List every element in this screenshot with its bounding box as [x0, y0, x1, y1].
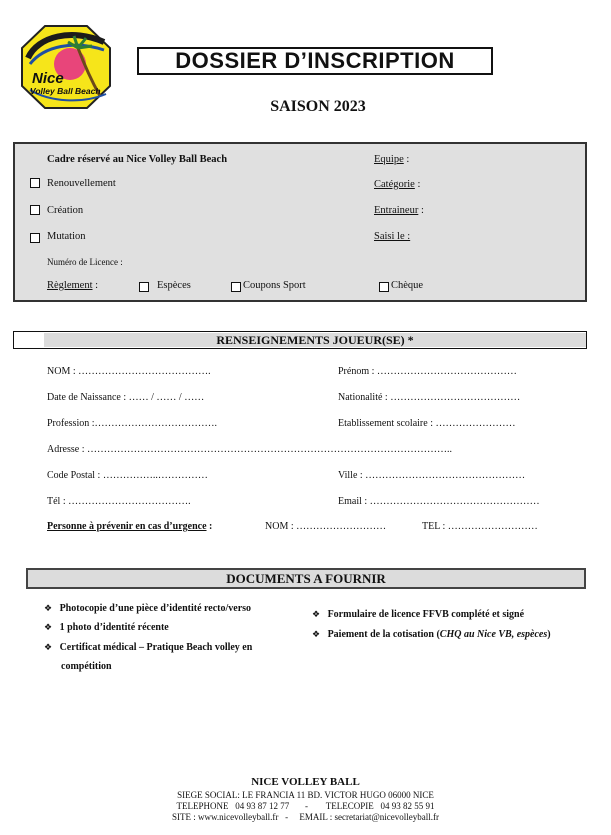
cash-label: Espèces — [157, 280, 191, 291]
coach-field[interactable] — [374, 205, 424, 216]
payment-field — [47, 280, 98, 291]
mutation-checkbox[interactable] — [30, 233, 40, 243]
emergency-tel-field[interactable]: TEL : ……………………… — [422, 521, 538, 532]
emergency-nom-field[interactable]: NOM : ……………………… — [265, 521, 387, 532]
doc-item-text: Formulaire de licence FFVB complété et signé — [327, 609, 525, 620]
logo-text-nice: Nice — [32, 70, 64, 87]
creation-checkbox[interactable] — [30, 205, 40, 215]
email-field[interactable]: Email : …………………………………………… — [338, 496, 540, 507]
doc-item-photo — [44, 622, 169, 633]
profession-field[interactable]: Profession :………………………………. — [47, 418, 217, 429]
sport-coupons-label: Coupons Sport — [243, 280, 306, 291]
nom-field[interactable]: NOM : …………………………………. — [47, 366, 211, 377]
player-section-title: RENSEIGNEMENTS JOUEUR(SE) * — [216, 333, 414, 347]
nationality-field[interactable]: Nationalité : ………………………………… — [338, 392, 521, 403]
category-label: Catégorie — [374, 179, 415, 190]
licence-number-label: Numéro de Licence : — [47, 257, 123, 267]
cheque-checkbox[interactable] — [379, 282, 389, 292]
coach-colon: : — [420, 205, 424, 216]
cheque-label: Chèque — [391, 280, 424, 291]
diamond-bullet-icon: ❖ — [44, 603, 53, 613]
diamond-bullet-icon: ❖ — [312, 609, 321, 619]
coach-label: Entraineur — [374, 205, 419, 216]
phone-field[interactable]: Tél : ………………………………. — [47, 496, 191, 507]
emergency-colon: : — [209, 521, 213, 532]
entered-date-label: Saisi le : — [374, 231, 411, 242]
emergency-contact-label — [47, 521, 212, 532]
doc-item-id-copy — [44, 603, 251, 614]
doc-item-medical-cont: compétition — [61, 661, 112, 672]
doc-payment-methods: CHQ au Nice VB, espèces — [439, 629, 548, 640]
category-colon: : — [417, 179, 421, 190]
cash-checkbox[interactable] — [139, 282, 149, 292]
doc-payment-prefix: Paiement de la cotisation ( — [327, 629, 440, 640]
diamond-bullet-icon: ❖ — [44, 642, 53, 652]
footer-address: SIEGE SOCIAL: LE FRANCIA 11 BD. VICTOR HUGO 06000 NICE — [177, 790, 434, 800]
season-label: SAISON 2023 — [270, 98, 366, 115]
doc-item-text: Photocopie d’une pièce d’identité recto/verso — [59, 603, 252, 614]
renew-label: Renouvellement — [47, 178, 116, 189]
doc-item-payment — [312, 629, 551, 640]
doc-payment-suffix: ) — [547, 629, 551, 640]
payment-label: Règlement — [47, 280, 93, 291]
admin-heading: Cadre réservé au Nice Volley Ball Beach — [47, 154, 228, 165]
doc-item-medical — [44, 642, 252, 653]
postal-code-field[interactable]: Code Postal : ……………..…………… — [47, 470, 208, 481]
emergency-label-text: Personne à prévenir en cas d’urgence — [47, 521, 207, 532]
doc-item-licence-form — [312, 609, 524, 620]
footer-web: SITE : www.nicevolleyball.fr - EMAIL : secretariat@nicevolleyball.fr — [171, 812, 440, 822]
payment-colon: : — [95, 280, 99, 291]
address-field[interactable]: Adresse : ……………………………………………………………………………………………….. — [47, 444, 452, 455]
page-title: DOSSIER D’INSCRIPTION — [137, 47, 493, 75]
team-label: Equipe — [374, 154, 404, 165]
footer-org-name: NICE VOLLEY BALL — [251, 776, 360, 788]
team-field[interactable] — [374, 154, 409, 165]
diamond-bullet-icon: ❖ — [44, 622, 53, 632]
birthdate-field[interactable]: Date de Naissance : …… / …… / …… — [47, 392, 205, 403]
prenom-field[interactable]: Prénom : …………………………………… — [338, 366, 517, 377]
renew-checkbox[interactable] — [30, 178, 40, 188]
team-colon: : — [406, 154, 410, 165]
doc-item-text: 1 photo d’identité récente — [59, 622, 169, 633]
diamond-bullet-icon: ❖ — [312, 629, 321, 639]
logo-text-subtitle: Volley Ball Beach — [30, 86, 101, 96]
category-field[interactable] — [374, 179, 420, 190]
doc-item-text: Certificat médical – Pratique Beach volley en — [59, 642, 253, 653]
school-field[interactable]: Etablissement scolaire : …………………… — [338, 418, 516, 429]
sport-coupons-checkbox[interactable] — [231, 282, 241, 292]
city-field[interactable]: Ville : ………………………………………… — [338, 470, 526, 481]
documents-section-title: DOCUMENTS A FOURNIR — [226, 571, 386, 586]
admin-reserved-box — [13, 142, 587, 302]
footer-phone: TELEPHONE 04 93 87 12 77 - TELECOPIE 04 93 82 55 91 — [176, 801, 435, 811]
mutation-label: Mutation — [47, 231, 86, 242]
creation-label: Création — [47, 205, 84, 216]
